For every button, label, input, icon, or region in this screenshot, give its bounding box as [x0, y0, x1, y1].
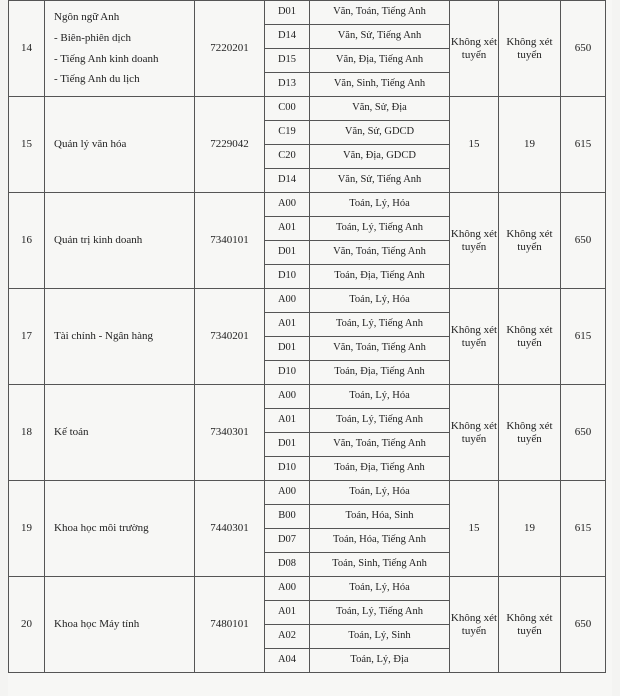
major-name-cell	[45, 1, 195, 97]
threshold-cell-c	[561, 289, 606, 385]
row-number: 14	[9, 1, 45, 97]
combination-subjects: Toán, Lý, Hóa	[310, 385, 450, 409]
combination-code: D14	[265, 25, 310, 49]
table-row	[9, 481, 606, 505]
combination-code: A01	[265, 313, 310, 337]
major-name-line: Ngôn ngữ Anh	[54, 11, 120, 24]
threshold-cell-a	[450, 1, 499, 97]
combination-code: A04	[265, 649, 310, 673]
combination-code: A01	[265, 601, 310, 625]
combination-subjects: Toán, Hóa, Sinh	[310, 505, 450, 529]
combination-code: A00	[265, 289, 310, 313]
combination-subjects: Toán, Lý, Hóa	[310, 289, 450, 313]
table-body	[9, 1, 606, 673]
major-code: 7229042	[195, 97, 265, 193]
major-name-cell	[45, 97, 195, 193]
row-number: 18	[9, 385, 45, 481]
major-code: 7440301	[195, 481, 265, 577]
threshold-value: 650	[574, 234, 592, 247]
threshold-cell-a	[450, 97, 499, 193]
combination-subjects: Toán, Lý, Hóa	[310, 577, 450, 601]
threshold-value: 19	[524, 138, 535, 151]
table-row	[9, 1, 606, 25]
combination-subjects: Văn, Địa, Tiếng Anh	[310, 49, 450, 73]
threshold-cell-b	[499, 193, 561, 289]
threshold-value: Không xét tuyển	[450, 35, 498, 61]
combination-code: D01	[265, 337, 310, 361]
combination-subjects: Toán, Lý, Hóa	[310, 481, 450, 505]
threshold-value: 15	[468, 138, 480, 151]
combination-code: A01	[265, 409, 310, 433]
row-number: 19	[9, 481, 45, 577]
table-row	[9, 97, 606, 121]
combination-subjects: Văn, Sử, Tiếng Anh	[310, 169, 450, 193]
major-code: 7340201	[195, 289, 265, 385]
major-name-line: Quản lý văn hóa	[54, 138, 127, 151]
combination-subjects: Văn, Toán, Tiếng Anh	[310, 337, 450, 361]
combination-code: D14	[265, 169, 310, 193]
major-name-cell	[45, 289, 195, 385]
threshold-cell-a	[450, 577, 499, 673]
combination-code: D10	[265, 265, 310, 289]
table-row	[9, 577, 606, 601]
combination-code: D01	[265, 1, 310, 25]
combination-subjects: Văn, Sử, Tiếng Anh	[310, 25, 450, 49]
combination-code: C20	[265, 145, 310, 169]
combination-subjects: Toán, Địa, Tiếng Anh	[310, 361, 450, 385]
threshold-value: 615	[574, 522, 592, 535]
row-number: 16	[9, 193, 45, 289]
threshold-value: Không xét tuyển	[506, 227, 553, 253]
combination-subjects: Văn, Toán, Tiếng Anh	[310, 1, 450, 25]
threshold-cell-a	[450, 385, 499, 481]
table-row	[9, 385, 606, 409]
combination-code: C19	[265, 121, 310, 145]
major-code: 7220201	[195, 1, 265, 97]
combination-code: D01	[265, 433, 310, 457]
combination-code: A02	[265, 625, 310, 649]
threshold-cell-b	[499, 97, 561, 193]
combination-subjects: Toán, Sinh, Tiếng Anh	[310, 553, 450, 577]
combination-code: A00	[265, 577, 310, 601]
threshold-cell-a	[450, 481, 499, 577]
combination-subjects: Toán, Lý, Hóa	[310, 193, 450, 217]
major-name-line: Khoa học Máy tính	[54, 618, 140, 631]
combination-subjects: Văn, Sinh, Tiếng Anh	[310, 73, 450, 97]
combination-code: D10	[265, 457, 310, 481]
major-name-cell	[45, 193, 195, 289]
combination-subjects: Toán, Hóa, Tiếng Anh	[310, 529, 450, 553]
threshold-value: Không xét tuyển	[506, 35, 553, 61]
combination-subjects: Toán, Lý, Tiếng Anh	[310, 601, 450, 625]
major-code: 7340301	[195, 385, 265, 481]
major-name-line: Kế toán	[54, 426, 89, 439]
major-name-cell	[45, 481, 195, 577]
combination-subjects: Toán, Lý, Tiếng Anh	[310, 409, 450, 433]
table-row	[9, 193, 606, 217]
threshold-cell-c	[561, 97, 606, 193]
threshold-cell-a	[450, 289, 499, 385]
major-name-line: Khoa học môi trường	[54, 522, 149, 535]
combination-subjects: Văn, Toán, Tiếng Anh	[310, 433, 450, 457]
threshold-cell-c	[561, 1, 606, 97]
threshold-cell-b	[499, 481, 561, 577]
combination-subjects: Văn, Địa, GDCD	[310, 145, 450, 169]
combination-code: D07	[265, 529, 310, 553]
combination-code: D10	[265, 361, 310, 385]
row-number: 17	[9, 289, 45, 385]
major-name-cell	[45, 577, 195, 673]
combination-code: A00	[265, 385, 310, 409]
combination-code: A01	[265, 217, 310, 241]
combination-code: D08	[265, 553, 310, 577]
threshold-value: 615	[574, 330, 592, 343]
threshold-value: Không xét tuyển	[506, 323, 553, 349]
combination-subjects: Toán, Lý, Sinh	[310, 625, 450, 649]
threshold-cell-b	[499, 577, 561, 673]
threshold-cell-b	[499, 1, 561, 97]
threshold-cell-c	[561, 577, 606, 673]
combination-subjects: Toán, Lý, Tiếng Anh	[310, 217, 450, 241]
threshold-cell-b	[499, 385, 561, 481]
combination-subjects: Toán, Lý, Địa	[310, 649, 450, 673]
threshold-cell-c	[561, 193, 606, 289]
threshold-cell-c	[561, 385, 606, 481]
combination-code: D01	[265, 241, 310, 265]
major-code: 7340101	[195, 193, 265, 289]
admission-table	[8, 0, 606, 673]
threshold-value: 15	[468, 522, 480, 535]
combination-subjects: Toán, Địa, Tiếng Anh	[310, 265, 450, 289]
threshold-cell-a	[450, 193, 499, 289]
major-name-cell	[45, 385, 195, 481]
combination-code: A00	[265, 193, 310, 217]
combination-subjects: Văn, Sử, Địa	[310, 97, 450, 121]
threshold-value: 19	[524, 522, 535, 535]
threshold-value: Không xét tuyển	[450, 419, 498, 445]
threshold-value: 650	[574, 618, 592, 631]
major-name-line: - Tiếng Anh du lịch	[54, 73, 140, 86]
row-number: 20	[9, 577, 45, 673]
threshold-value: Không xét tuyển	[450, 611, 498, 637]
threshold-value: Không xét tuyển	[506, 419, 553, 445]
threshold-value: Không xét tuyển	[450, 227, 498, 253]
threshold-cell-c	[561, 481, 606, 577]
combination-code: D15	[265, 49, 310, 73]
table-row	[9, 289, 606, 313]
combination-subjects: Toán, Lý, Tiếng Anh	[310, 313, 450, 337]
major-name-line: Tài chính - Ngân hàng	[54, 330, 153, 343]
row-number: 15	[9, 97, 45, 193]
combination-subjects: Toán, Địa, Tiếng Anh	[310, 457, 450, 481]
threshold-value: Không xét tuyển	[506, 611, 553, 637]
major-code: 7480101	[195, 577, 265, 673]
combination-code: A00	[265, 481, 310, 505]
combination-subjects: Văn, Sử, GDCD	[310, 121, 450, 145]
combination-code: D13	[265, 73, 310, 97]
threshold-value: 650	[574, 426, 592, 439]
combination-code: B00	[265, 505, 310, 529]
combination-code: C00	[265, 97, 310, 121]
major-name-line: - Biên-phiên dịch	[54, 31, 131, 44]
combination-subjects: Văn, Toán, Tiếng Anh	[310, 241, 450, 265]
threshold-value: 650	[574, 42, 592, 55]
threshold-value: Không xét tuyển	[450, 323, 498, 349]
threshold-value: 615	[574, 138, 592, 151]
major-name-line: Quản trị kinh doanh	[54, 234, 143, 247]
threshold-cell-b	[499, 289, 561, 385]
major-name-line: - Tiếng Anh kinh doanh	[54, 52, 159, 65]
